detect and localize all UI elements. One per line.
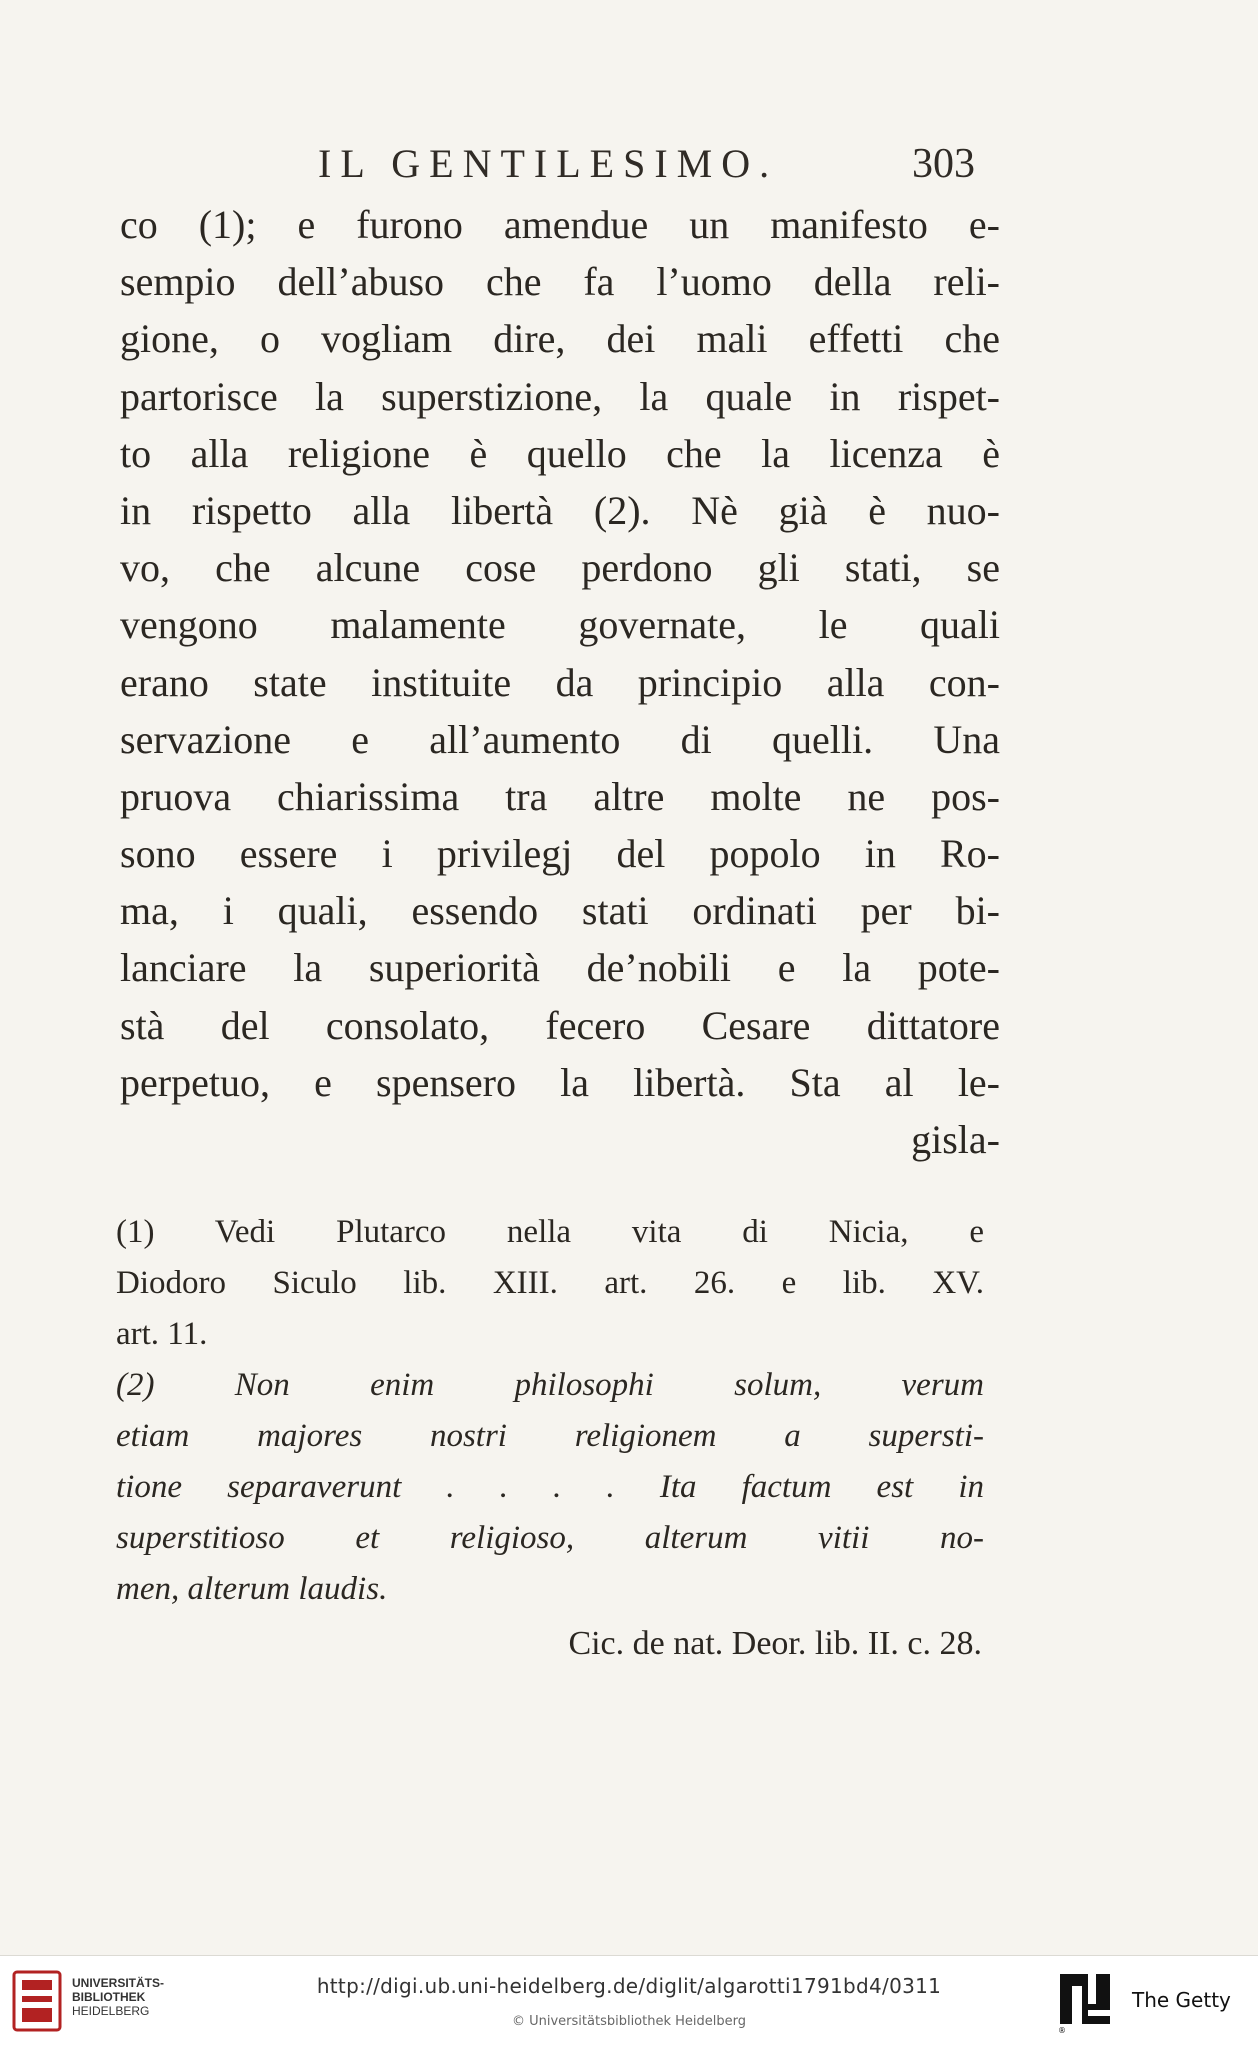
running-title: IL GENTILESIMO.: [318, 141, 779, 186]
permalink-url[interactable]: http://digi.ub.uni-heidelberg.de/diglit/algarotti1791bd4/0311: [316, 1974, 942, 1998]
footnote-1-line: art. 11.: [116, 1316, 208, 1352]
text-line: sono essere i privilegj del popolo in Ro-: [120, 831, 1000, 877]
footnote-2-line: men, alterum laudis.: [116, 1571, 388, 1607]
institution-line: BIBLIOTHEK: [72, 1990, 146, 2004]
logo-cut: [1088, 2010, 1110, 2016]
text-line: ma, i quali, essendo stati ordinati per bi-: [120, 888, 1000, 934]
text-line: in rispetto alla libertà (2). Nè già è nuo-: [120, 487, 1000, 533]
footnote-2-line: etiam majores nostri religionem a supersti-: [116, 1418, 984, 1454]
logo-block: [1060, 1974, 1110, 2024]
text-line: stà del consolato, fecero Cesare dittatore: [120, 1002, 1000, 1048]
footnote-1-line: (1) Vedi Plutarco nella vita di Nicia, e: [116, 1214, 984, 1250]
footnote-2-line: tione separaverunt . . . . Ita factum est in: [116, 1469, 984, 1505]
registered-mark: ®: [1058, 2026, 1066, 2034]
text-line: lanciare la superiorità de’nobili e la pote-: [120, 945, 1000, 991]
footnote-2-line: (2) Non enim philosophi solum, verum: [116, 1367, 984, 1403]
text-line: to alla religione è quello che la licenza è: [120, 430, 1000, 476]
text-line: pruova chiarissima tra altre molte ne pos-: [120, 773, 1000, 819]
footnote-2-citation: [116, 1615, 984, 1673]
text-line: partorisce la superstizione, la quale in rispet-: [120, 373, 1000, 419]
getty-logo-icon: [1058, 1972, 1112, 2034]
text-line: vengono malamente governate, le quali: [120, 602, 1000, 648]
getty-name: The Getty: [1132, 1988, 1231, 2012]
text-line: sempio dell’abuso che fa l’uomo della reli-: [120, 259, 1000, 305]
text-line: erano state instituite da principio alla con-: [120, 659, 1000, 705]
logo-cut: [1088, 1974, 1096, 2004]
footnote-2-line: superstitioso et religioso, alterum vitii no-: [116, 1520, 984, 1556]
footnotes: [116, 1207, 984, 1673]
citation-text: Cic. de nat. Deor. lib. II. c. 28.: [568, 1625, 982, 1662]
page-header: [0, 140, 1258, 190]
text-line: co (1); e furono amendue un manifesto e-: [120, 202, 1000, 247]
page-number: 303: [912, 141, 975, 187]
institution-line: HEIDELBERG: [72, 2004, 150, 2018]
logo-cut: [1072, 1986, 1082, 2024]
copyright-notice: © Universitätsbibliothek Heidelberg: [511, 2014, 746, 2029]
catchword: gisla-: [911, 1117, 1000, 1162]
text-line: servazione e all’aumento di quelli. Una: [120, 716, 1000, 762]
text-line: gione, o vogliam dire, dei mali effetti che: [120, 316, 1000, 362]
text-line: perpetuo, e spensero la libertà. Sta al le-: [120, 1059, 1000, 1105]
text-line: vo, che alcune cose perdono gli stati, se: [120, 545, 1000, 591]
footnote-1-line: Diodoro Siculo lib. XIII. art. 26. e lib. XV.: [116, 1265, 984, 1301]
institution-line: UNIVERSITÄTS-: [72, 1976, 165, 1990]
footer-bar: [0, 1955, 1258, 2048]
main-text: [120, 196, 1000, 1168]
